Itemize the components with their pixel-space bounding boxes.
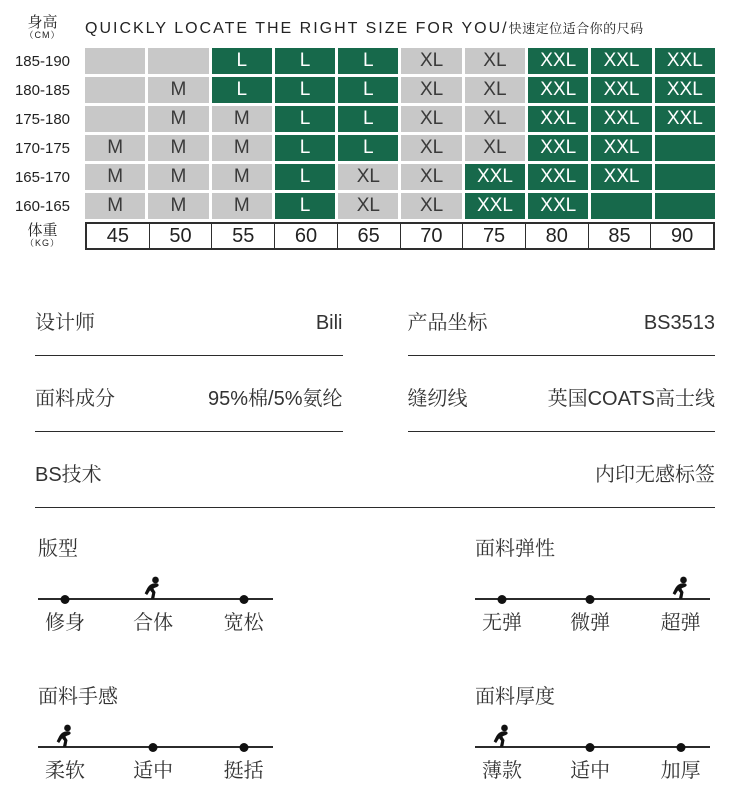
weight-cell: 70 <box>400 224 463 248</box>
slider-option-label: 挺括 <box>223 760 264 782</box>
size-cell: XL <box>401 193 461 219</box>
chart-header <box>0 8 750 48</box>
weight-cells <box>85 222 715 250</box>
weight-row <box>0 222 750 250</box>
person-marker-icon <box>671 576 691 599</box>
size-cell: M <box>212 135 272 161</box>
spec-value: BS3513 <box>643 312 715 334</box>
size-cell: M <box>212 164 272 190</box>
size-cell: L <box>338 48 398 74</box>
spec-product-code <box>408 280 716 356</box>
size-cell: M <box>148 135 208 161</box>
chart-title <box>85 18 644 38</box>
size-cell: XXL <box>655 77 715 103</box>
size-cell: XXL <box>528 135 588 161</box>
spec-bs-technology <box>35 432 715 508</box>
weight-cell: 55 <box>211 224 274 248</box>
weight-cell: 45 <box>106 224 129 247</box>
slider-title: 面料厚度 <box>475 686 555 708</box>
spec-sewing-thread <box>408 356 716 432</box>
size-row-cells <box>85 164 715 190</box>
size-cell: L <box>338 135 398 161</box>
slider-title: 面料手感 <box>38 686 118 708</box>
spec-fabric-composition <box>35 356 343 432</box>
weight-axis-unit: （KG） <box>24 238 60 249</box>
slider-dot <box>239 743 248 752</box>
spec-value: Bili <box>315 312 343 334</box>
height-range-label: 165-170 <box>14 168 71 186</box>
size-row <box>0 48 750 74</box>
size-cell: L <box>275 77 335 103</box>
size-cell: XXL <box>591 48 651 74</box>
weight-cell: 50 <box>149 224 212 248</box>
slider-option-label: 柔软 <box>45 760 86 782</box>
slider-dot <box>586 595 595 604</box>
slider-dot <box>239 595 248 604</box>
person-marker-icon <box>492 724 512 747</box>
spec-label: BS技术 <box>35 464 102 486</box>
attribute-sliders <box>0 532 750 780</box>
slider-option-label: 无弹 <box>482 612 523 634</box>
size-cell: XL <box>338 193 398 219</box>
size-cell: M <box>148 164 208 190</box>
size-cell: XL <box>338 164 398 190</box>
size-cell: XL <box>465 106 525 132</box>
size-chart <box>0 8 750 250</box>
height-axis-label <box>0 15 85 40</box>
size-cell: XXL <box>465 193 525 219</box>
size-row-cells <box>85 135 715 161</box>
size-cell: XXL <box>528 106 588 132</box>
slider-thickness <box>475 680 710 780</box>
slider-dot <box>676 743 685 752</box>
size-row <box>0 106 750 132</box>
weight-cell: 60 <box>274 224 337 248</box>
slider-option-label: 宽松 <box>223 612 264 634</box>
person-marker-icon <box>143 576 163 599</box>
size-cell <box>148 48 208 74</box>
slider-option-label: 修身 <box>45 612 86 634</box>
slider-option-label: 超弹 <box>660 612 701 634</box>
slider-option-label: 适中 <box>133 760 174 782</box>
size-cell: XL <box>401 48 461 74</box>
size-row <box>0 193 750 219</box>
size-cell: XL <box>401 77 461 103</box>
slider-option-label: 加厚 <box>660 760 701 782</box>
spec-designer <box>35 280 343 356</box>
size-cell: M <box>212 193 272 219</box>
slider-fit <box>38 532 273 632</box>
size-cell <box>655 193 715 219</box>
size-cell <box>591 193 651 219</box>
slider-option-label: 合体 <box>133 612 174 634</box>
size-cell: XL <box>465 48 525 74</box>
size-cell: XXL <box>591 135 651 161</box>
size-cell: L <box>275 48 335 74</box>
slider-labels <box>38 606 273 632</box>
size-row <box>0 164 750 190</box>
size-cell: XL <box>465 135 525 161</box>
weight-cell: 80 <box>525 224 588 248</box>
size-cell: L <box>212 77 272 103</box>
size-cell: XXL <box>655 106 715 132</box>
size-cell: L <box>212 48 272 74</box>
chart-title-en: QUICKLY LOCATE THE RIGHT SIZE FOR YOU/ <box>85 20 509 37</box>
slider-dot <box>498 595 507 604</box>
slider-track <box>475 556 710 600</box>
size-cell <box>655 164 715 190</box>
slider-elasticity <box>475 532 710 632</box>
size-row <box>0 77 750 103</box>
weight-cell: 65 <box>337 224 400 248</box>
size-cell: L <box>275 106 335 132</box>
slider-labels <box>475 606 710 632</box>
spec-value: 英国COATS高士线 <box>547 388 715 410</box>
slider-hand-feel <box>38 680 273 780</box>
size-cell: M <box>148 193 208 219</box>
size-row-cells <box>85 193 715 219</box>
slider-title: 面料弹性 <box>475 538 555 560</box>
slider-track <box>38 704 273 748</box>
size-cell: L <box>275 193 335 219</box>
size-cell: XXL <box>591 106 651 132</box>
slider-dot <box>586 743 595 752</box>
size-row-cells <box>85 48 715 74</box>
spec-label: 设计师 <box>35 312 95 334</box>
size-cell: XXL <box>591 164 651 190</box>
size-cell: XXL <box>528 164 588 190</box>
spec-grid <box>35 280 715 432</box>
size-cell: XXL <box>465 164 525 190</box>
spec-value: 95%棉/5%氨纶 <box>208 388 343 410</box>
slider-dot <box>149 743 158 752</box>
size-row-cells <box>85 77 715 103</box>
height-range-label: 170-175 <box>14 139 71 157</box>
slider-option-label: 适中 <box>570 760 611 782</box>
slider-option-label: 薄款 <box>482 760 523 782</box>
size-cell: M <box>148 77 208 103</box>
slider-title: 版型 <box>38 538 78 560</box>
size-cell: XXL <box>591 77 651 103</box>
slider-labels <box>475 754 710 780</box>
person-marker-icon <box>55 724 75 747</box>
size-cell: L <box>338 77 398 103</box>
size-cell: XXL <box>528 193 588 219</box>
slider-labels <box>38 754 273 780</box>
height-range-label: 160-165 <box>14 197 71 215</box>
slider-track <box>38 556 273 600</box>
size-cell <box>85 106 145 132</box>
spec-label: 缝纫线 <box>407 388 468 410</box>
product-specs <box>0 280 750 508</box>
height-range-label: 180-185 <box>14 81 71 99</box>
height-axis-unit: （CM） <box>24 30 61 41</box>
height-range-label: 175-180 <box>14 110 71 128</box>
size-cell: M <box>85 164 145 190</box>
size-cell: M <box>85 193 145 219</box>
weight-axis-label <box>0 222 85 250</box>
height-range-label: 185-190 <box>14 52 71 70</box>
size-cell: L <box>275 135 335 161</box>
slider-dot <box>61 595 70 604</box>
size-cell: M <box>85 135 145 161</box>
size-cell: XXL <box>528 48 588 74</box>
size-cell: XL <box>465 77 525 103</box>
size-cell <box>85 48 145 74</box>
height-axis-text: 身高 <box>27 14 58 32</box>
spec-label: 产品坐标 <box>407 312 488 334</box>
chart-title-zh: 快速定位适合你的尺码 <box>508 21 644 36</box>
spec-value: 内印无感标签 <box>595 464 715 486</box>
size-cell: L <box>338 106 398 132</box>
size-cell: XXL <box>528 77 588 103</box>
size-rows <box>0 48 750 219</box>
size-cell: M <box>212 106 272 132</box>
size-cell <box>655 135 715 161</box>
size-cell <box>85 77 145 103</box>
weight-cell: 75 <box>462 224 525 248</box>
size-row <box>0 135 750 161</box>
weight-axis-text: 体重 <box>27 222 58 240</box>
weight-cell: 85 <box>588 224 651 248</box>
weight-cell: 90 <box>650 224 713 248</box>
slider-track <box>475 704 710 748</box>
size-cell: XL <box>401 164 461 190</box>
size-cell: L <box>275 164 335 190</box>
size-cell: XXL <box>655 48 715 74</box>
spec-label: 面料成分 <box>35 388 115 410</box>
slider-option-label: 微弹 <box>570 612 611 634</box>
size-cell: XL <box>401 106 461 132</box>
size-row-cells <box>85 106 715 132</box>
size-cell: XL <box>401 135 461 161</box>
size-cell: M <box>148 106 208 132</box>
